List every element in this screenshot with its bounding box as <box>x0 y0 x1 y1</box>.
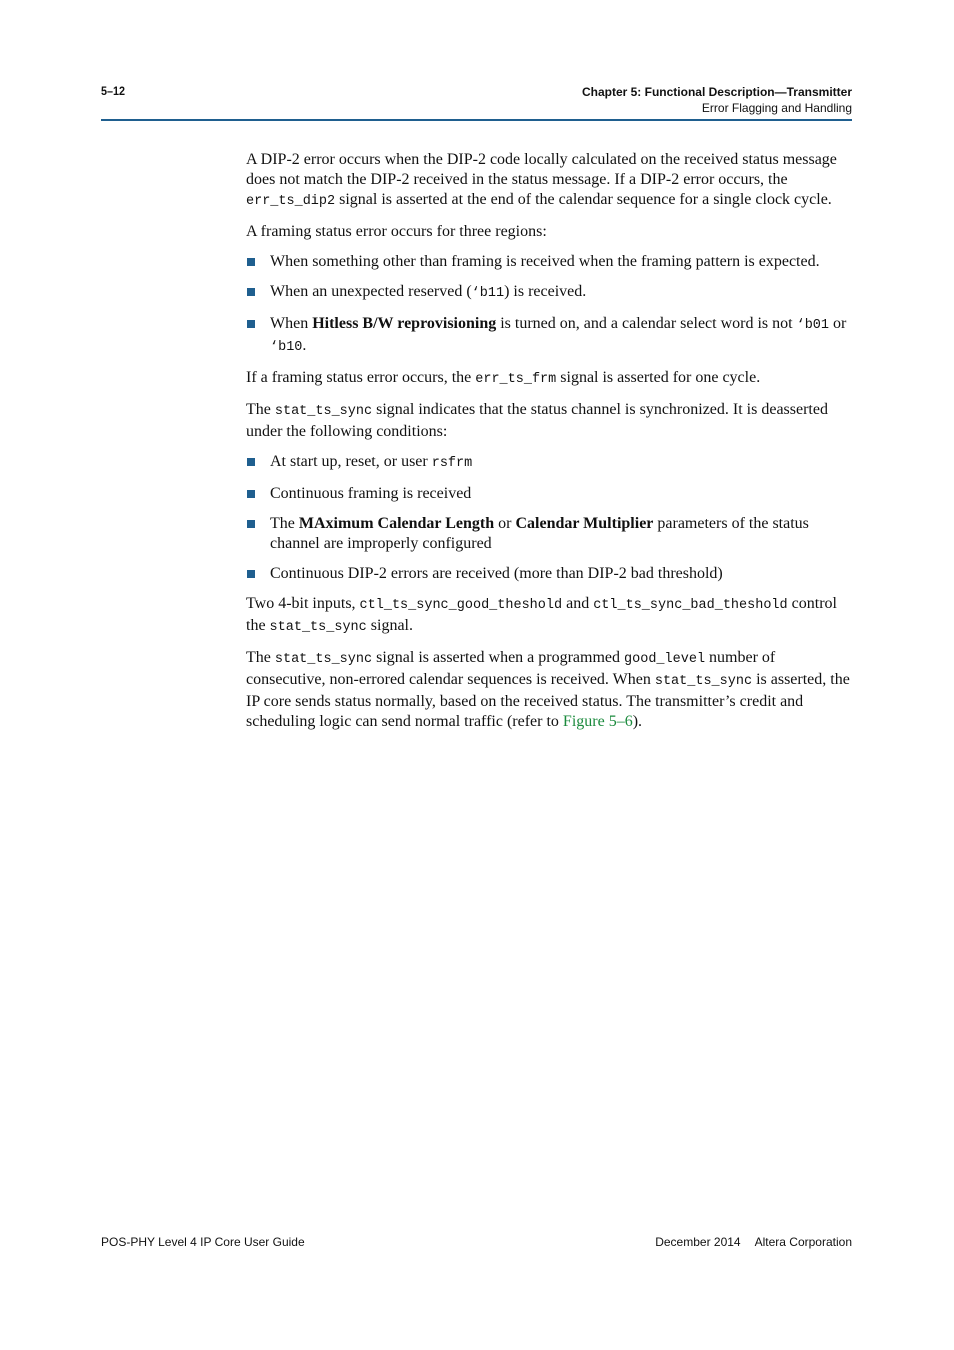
text: control the <box>246 595 837 634</box>
text: and <box>562 595 594 612</box>
square-bullet-icon <box>247 490 255 498</box>
bold-term: Hitless B/W reprovisioning <box>312 315 497 332</box>
page-number: 5–12 <box>101 84 126 98</box>
footer-title: POS-PHY Level 4 IP Core User Guide <box>101 1235 305 1249</box>
page-content <box>246 150 852 742</box>
footer-info <box>655 1235 852 1249</box>
code-value: ‘b01 <box>796 318 829 333</box>
signal-name: stat_ts_sync <box>269 620 367 635</box>
text: When <box>270 315 313 332</box>
footer-date: December 2014 <box>655 1235 741 1249</box>
signal-name: rsfrm <box>431 456 473 471</box>
text: signal. <box>366 617 413 634</box>
chapter-title: Chapter 5: Functional Description—Transmitter <box>581 85 852 99</box>
list-item <box>246 252 852 272</box>
square-bullet-icon <box>247 320 255 328</box>
running-header <box>582 84 852 116</box>
text: At start up, reset, or user <box>270 453 432 470</box>
text: signal is asserted for one cycle. <box>556 369 761 386</box>
text: If a framing status error occurs, the <box>246 369 476 386</box>
text: signal is asserted when a programmed <box>372 649 625 666</box>
bold-term: Calendar Multiplier <box>515 515 654 532</box>
text: is turned on, and a calendar select word is not <box>496 315 797 332</box>
text: is asserted, the IP core sends status normally, based on the received status. The transmitter’s credit and scheduling logic can send normal traffic (refer to <box>246 671 850 730</box>
code-value: ‘b11 <box>471 286 505 301</box>
text: number of consecutive, non-errored calendar sequences is received. When <box>246 649 776 688</box>
paragraph-framing-error <box>246 368 852 390</box>
text: ) is received. <box>504 283 587 300</box>
text: The <box>246 649 275 666</box>
square-bullet-icon <box>247 520 255 528</box>
signal-name: err_ts_frm <box>475 372 557 387</box>
text: A DIP-2 error occurs when the DIP-2 code locally calculated on the received status message does not match the DIP-2 received in the status message. If a DIP-2 error occurs, the <box>246 151 837 188</box>
text: Two 4-bit inputs, <box>246 595 360 612</box>
text: signal indicates that the status channel is synchronized. It is deasserted under the following conditions: <box>246 401 828 440</box>
signal-name: good_level <box>624 652 706 667</box>
bold-term: MAximum Calendar Length <box>298 515 495 532</box>
text: When an unexpected reserved ( <box>270 283 472 300</box>
signal-name: stat_ts_sync <box>654 674 753 689</box>
section-title: Error Flagging and Handling <box>701 101 852 115</box>
text: Continuous DIP-2 errors are received (more than DIP-2 bad threshold) <box>270 565 723 582</box>
paragraph-threshold-inputs <box>246 594 852 638</box>
square-bullet-icon <box>247 288 255 296</box>
signal-name: ctl_ts_sync_good_theshold <box>359 598 563 613</box>
header-rule <box>101 119 852 121</box>
text: signal is asserted at the end of the calendar sequence for a single clock cycle. <box>335 191 832 208</box>
text: The <box>270 515 299 532</box>
figure-link[interactable]: Figure 5–6 <box>562 713 633 730</box>
paragraph-sync-intro <box>246 400 852 442</box>
square-bullet-icon <box>247 570 255 578</box>
signal-name: stat_ts_sync <box>274 404 373 419</box>
signal-name: err_ts_dip2 <box>246 194 336 209</box>
footer-company: Altera Corporation <box>754 1235 852 1249</box>
paragraph-framing-intro: A framing status error occurs for three regions: <box>246 223 547 240</box>
square-bullet-icon <box>247 458 255 466</box>
list-item <box>246 514 852 554</box>
square-bullet-icon <box>247 258 255 266</box>
text: or <box>829 315 847 332</box>
code-value: ‘b10 <box>270 340 303 355</box>
list-item <box>246 314 852 358</box>
paragraph-dip2-error <box>246 150 852 212</box>
text: parameters of the status channel are improperly configured <box>270 515 809 552</box>
text: The <box>246 401 275 418</box>
signal-name: stat_ts_sync <box>274 652 373 667</box>
deassert-condition-list <box>246 452 852 584</box>
list-item <box>246 452 852 474</box>
signal-name: ctl_ts_sync_bad_theshold <box>593 598 788 613</box>
text: or <box>494 515 516 532</box>
text: ). <box>632 713 643 730</box>
list-item <box>246 564 852 584</box>
list-item <box>246 484 852 504</box>
paragraph-sync-asserted <box>246 648 852 732</box>
text: When something other than framing is received when the framing pattern is expected. <box>270 253 820 270</box>
text: Continuous framing is received <box>270 485 472 502</box>
framing-error-list <box>246 252 852 358</box>
list-item <box>246 282 852 304</box>
text: . <box>302 337 307 354</box>
